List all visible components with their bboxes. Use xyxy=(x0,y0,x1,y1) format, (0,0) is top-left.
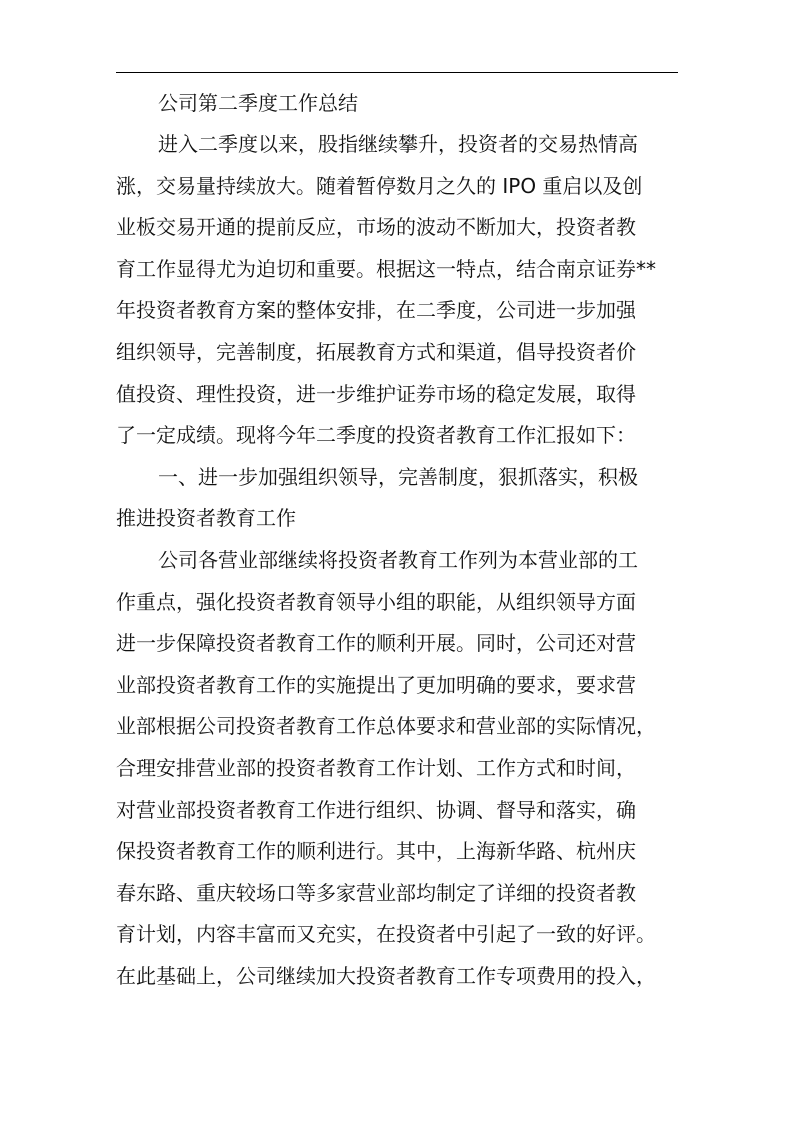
text-line: 业板交易开通的提前反应，市场的波动不断加大，投资者教 xyxy=(116,215,636,240)
text-line: 育工作显得尤为迫切和重要。根据这一特点，结合南京证券** xyxy=(116,256,656,281)
text-line: 一、进一步加强组织领导，完善制度，狠抓落实，积极 xyxy=(158,464,638,489)
text-line: 公司各营业部继续将投资者教育工作列为本营业部的工 xyxy=(158,547,638,572)
text-line: 值投资、理性投资，进一步维护证券市场的稳定发展，取得 xyxy=(116,381,636,406)
document-text xyxy=(116,124,678,997)
text-line: 进入二季度以来，股指继续攀升，投资者的交易热情高 xyxy=(158,132,638,156)
header-rule xyxy=(116,72,678,73)
text-line: 业部投资者教育工作的实施提出了更加明确的要求，要求营 xyxy=(116,672,636,697)
text-line: 推进投资者教育工作 xyxy=(116,506,296,531)
text-line: 涨，交易量持续放大。随着暂停数月之久的 IPO 重启以及创 xyxy=(116,173,643,198)
text-line: 了一定成绩。现将今年二季度的投资者教育工作汇报如下： xyxy=(116,423,636,448)
text-line: 育计划，内容丰富而又充实，在投资者中引起了一致的好评。 xyxy=(116,922,656,947)
text-line: 进一步保障投资者教育工作的顺利开展。同时，公司还对营 xyxy=(116,631,636,656)
text-line: 合理安排营业部的投资者教育工作计划、工作方式和时间， xyxy=(116,755,636,780)
text-line: 作重点，强化投资者教育领导小组的职能，从组织领导方面 xyxy=(116,589,636,614)
text-line: 春东路、重庆较场口等多家营业部均制定了详细的投资者教 xyxy=(116,880,636,905)
document-body xyxy=(116,82,678,997)
text-line: 年投资者教育方案的整体安排，在二季度，公司进一步加强 xyxy=(116,298,636,323)
text-line: 在此基础上，公司继续加大投资者教育工作专项费用的投入， xyxy=(116,963,656,988)
document-title: 公司第二季度工作总结 xyxy=(158,91,358,115)
text-line: 组织领导，完善制度，拓展教育方式和渠道，倡导投资者价 xyxy=(116,339,636,364)
text-line: 保投资者教育工作的顺利进行。其中，上海新华路、杭州庆 xyxy=(116,839,636,864)
text-line: 对营业部投资者教育工作进行组织、协调、督导和落实，确 xyxy=(116,797,636,822)
text-line: 业部根据公司投资者教育工作总体要求和营业部的实际情况， xyxy=(116,714,656,739)
